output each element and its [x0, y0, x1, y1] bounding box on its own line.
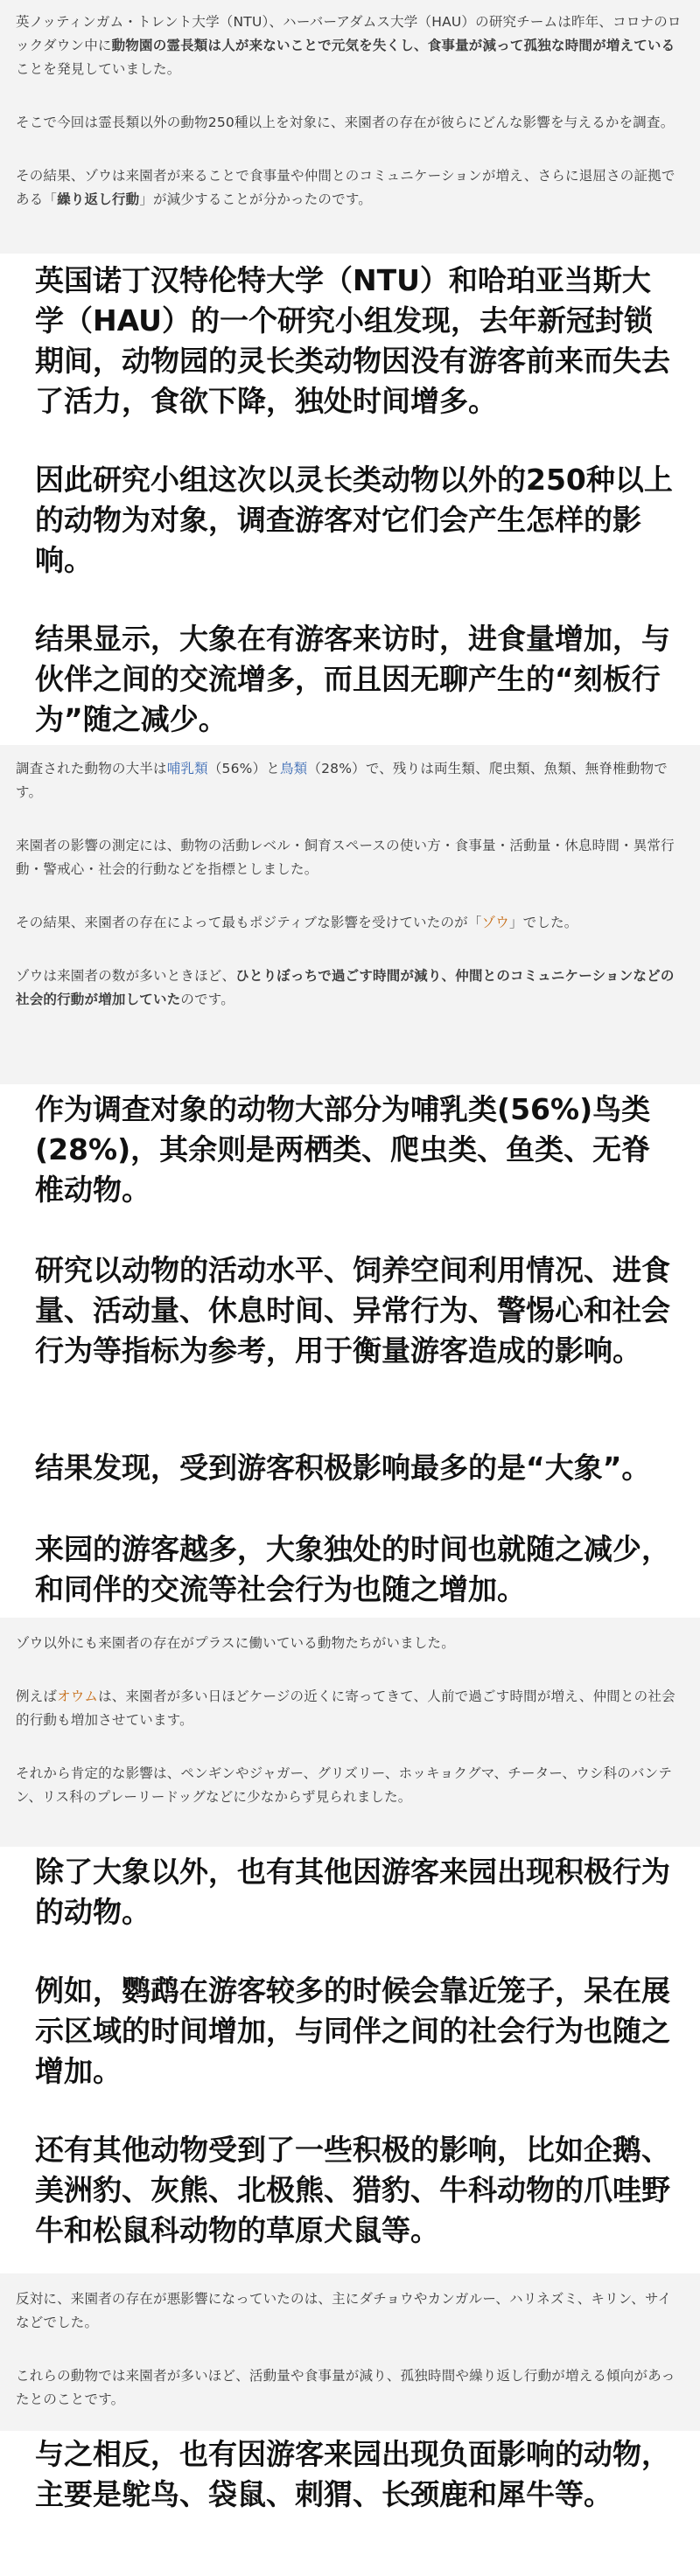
zh-paragraph: 与之相反，也有因游客来园出现负面影响的动物，主要是鸵鸟、袋鼠、刺猬、长颈鹿和犀牛等。: [35, 2437, 670, 2511]
jp-paragraph: 調査された動物の大半は哺乳類（56%）と鳥類（28%）で、残りは両生類、爬虫類、魚類、無脊椎動物です。: [16, 761, 668, 800]
jp-paragraph: その結果、ゾウは来園者が来ることで食事量や仲間とのコミュニケーションが増え、さらに退屈さの証拠である「繰り返し行動」が減少することが分かったのです。: [16, 168, 676, 207]
jp-paragraph: ゾウ以外にも来園者の存在がプラスに働いている動物たちがいました。: [16, 1635, 455, 1651]
zh-paragraph: 结果显示，大象在有游客来访时，进食量增加，与伙伴之间的交流增多，而且因无聊产生的“刻板行为”随之减少。: [35, 622, 670, 736]
zh-paragraph: 除了大象以外，也有其他因游客来园出现积极行为的动物。: [35, 1855, 670, 1929]
jp-excerpt-3: [0, 1618, 700, 1847]
zh-paragraph: [35, 2513, 674, 2553]
jp-paragraph: 反対に、来園者の存在が悪影響になっていたのは、主にダチョウやカンガルー、ハリネズミ、キリン、サイなどでした。: [16, 2291, 672, 2330]
zh-paragraph: 例如，鹦鹉在游客较多的时候会靠近笼子，呆在展示区域的时间增加，与同伴之间的社会行为也随之增加。: [35, 1974, 670, 2088]
jp-paragraph: 英ノッティンガム・トレント大学（NTU）、ハーバーアダムス大学（HAU）の研究チームは昨年、コロナのロックダウン中に動物園の霊長類は人が来ないことで元気を失くし、食事量が減って孤独な時間が増えていることを発見していました。: [16, 14, 682, 77]
jp-paragraph: それから肯定的な影響は、ペンギンやジャガー、グリズリー、ホッキョクグマ、チーター、ウシ科のバンテン、リス科のプレーリードッグなどに少なからず見られました。: [16, 1765, 673, 1805]
jp-paragraph: 例えばオウムは、来園者が多い日ほどケージの近くに寄ってきて、人前で過ごす時間が増え、仲間との社会的行動も増加させています。: [16, 1688, 676, 1728]
zh-paragraph: 英国诺丁汉特伦特大学（NTU）和哈珀亚当斯大学（HAU）的一个研究小组发现，去年新冠封锁期间，动物园的灵长类动物因没有游客前来而失去了活力，食欲下降，独处时间增多。: [35, 263, 670, 418]
zh-paragraph: 来园的游客越多，大象独处的时间也就随之减少，和同伴的交流等社会行为也随之增加。: [35, 1532, 670, 1606]
zh-paragraph: 因此研究小组这次以灵长类动物以外的250种以上的动物为对象，调查游客对它们会产生怎样的影响。: [35, 463, 673, 577]
jp-paragraph: 来園者の影響の測定には、動物の活動レベル・飼育スペースの使い方・食事量・活動量・休息時間・異常行動・警戒心・社会的行動などを指標としました。: [16, 838, 675, 877]
jp-paragraph: そこで今回は霊長類以外の動物250種以上を対象に、来園者の存在が彼らにどんな影響を与えるかを調査。: [16, 115, 675, 130]
jp-excerpt-2: [0, 745, 700, 1084]
zh-paragraph: 结果发现，受到游客积极影响最多的是“大象”。: [35, 1451, 651, 1485]
jp-paragraph: これらの動物では来園者が多いほど、活動量や食事量が減り、孤独時間や繰り返し行動が増える傾向があったとのことです。: [16, 2368, 676, 2407]
zh-paragraph: 作为调查对象的动物大部分为哺乳类(56%)鸟类(28%)，其余则是两栖类、爬虫类、鱼类、无脊椎动物。: [35, 1092, 651, 1207]
zh-paragraph: 还有其他动物受到了一些积极的影响，比如企鹅、美洲豹、灰熊、北极熊、猎豹、牛科动物的爪哇野牛和松鼠科动物的草原犬鼠等。: [35, 2133, 670, 2247]
zh-paragraph: 研究以动物的活动水平、饲养空间利用情况、进食量、活动量、休息时间、异常行为、警惕心和社会行为等指标为参考，用于衡量游客造成的影响。: [35, 1253, 670, 1368]
jp-excerpt-1: [0, 0, 700, 254]
jp-paragraph: その結果、来園者の存在によって最もポジティブな影響を受けていたのが「ゾウ」でした。: [16, 915, 578, 930]
jp-paragraph: ゾウは来園者の数が多いときほど、ひとりぼっちで過ごす時間が減り、仲間とのコミュニケーションなどの社会的行動が増加していたのです。: [16, 968, 675, 1007]
jp-excerpt-4: [0, 2273, 700, 2431]
